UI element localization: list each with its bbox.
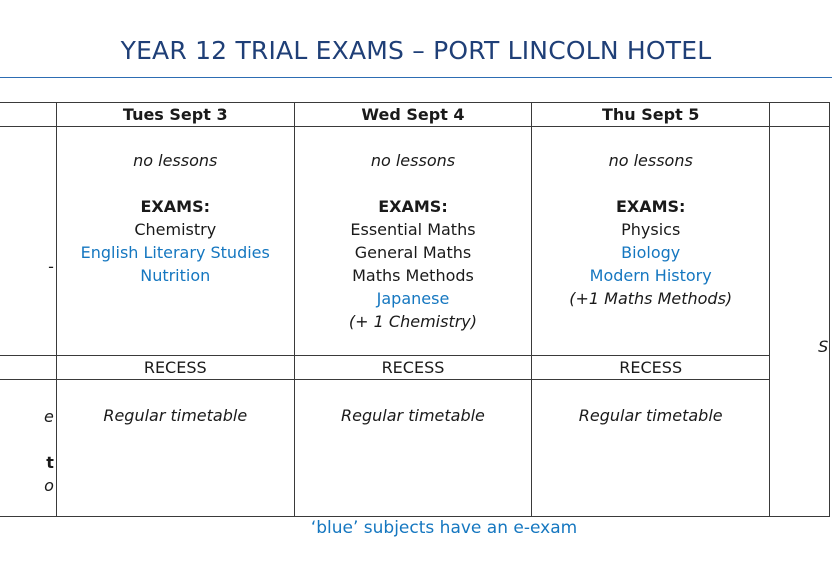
exam-subject: Japanese xyxy=(376,289,450,308)
right-fragment-text: S xyxy=(818,337,829,356)
regular-timetable-note: Regular timetable xyxy=(103,406,248,425)
tues-morning-cell xyxy=(56,127,294,356)
left-partial-morning xyxy=(0,127,56,356)
exam-subject: Maths Methods xyxy=(352,266,474,285)
no-lessons-note: no lessons xyxy=(370,151,456,170)
thu-morning-cell xyxy=(532,127,770,356)
exam-subject: English Literary Studies xyxy=(80,243,270,262)
wed-morning-cell xyxy=(294,127,532,356)
morning-row xyxy=(0,127,830,356)
page-title: YEAR 12 TRIAL EXAMS – PORT LINCOLN HOTEL xyxy=(120,36,712,65)
exam-subject-note: (+ 1 Chemistry) xyxy=(348,312,478,331)
exam-subject: Biology xyxy=(621,243,681,262)
exam-subject: Nutrition xyxy=(140,266,211,285)
left-fragment-text: t xyxy=(46,453,54,472)
header-row xyxy=(0,103,830,127)
left-fragment-text: e xyxy=(44,407,54,426)
wed-recess: RECESS xyxy=(294,356,532,380)
header-thu: Thu Sept 5 xyxy=(532,103,770,127)
exams-heading: EXAMS: xyxy=(140,197,210,216)
tues-recess: RECESS xyxy=(56,356,294,380)
no-lessons-note: no lessons xyxy=(133,151,218,170)
exam-subject: Physics xyxy=(621,220,681,239)
exam-timetable xyxy=(0,102,830,517)
no-lessons-note: no lessons xyxy=(608,151,693,170)
exams-heading: EXAMS: xyxy=(378,197,448,216)
regular-timetable-note: Regular timetable xyxy=(341,406,485,425)
exam-subject: Modern History xyxy=(589,266,712,285)
left-fragment-text: o xyxy=(44,476,54,495)
title-divider xyxy=(0,77,832,78)
exam-subject: Essential Maths xyxy=(350,220,476,239)
exams-heading: EXAMS: xyxy=(615,197,686,216)
after-recess-row xyxy=(0,380,830,517)
exam-subject: General Maths xyxy=(354,243,472,262)
regular-timetable-note: Regular timetable xyxy=(578,406,723,425)
left-partial-recess xyxy=(0,356,56,380)
left-partial-after xyxy=(0,380,56,517)
left-fragment-text: - xyxy=(48,257,54,276)
right-partial-column xyxy=(770,127,830,517)
header-tues: Tues Sept 3 xyxy=(56,103,294,127)
header-wed: Wed Sept 4 xyxy=(294,103,532,127)
wed-after-cell xyxy=(294,380,532,517)
exam-subject: Chemistry xyxy=(134,220,217,239)
recess-row xyxy=(0,356,830,380)
thu-recess: RECESS xyxy=(532,356,770,380)
header-cell-left-partial xyxy=(0,103,56,127)
exam-subject-note: (+1 Maths Methods) xyxy=(569,289,733,308)
header-cell-right-partial xyxy=(770,103,830,127)
legend-note: ‘blue’ subjects have an e-exam xyxy=(310,518,578,538)
thu-after-cell xyxy=(532,380,770,517)
tues-after-cell xyxy=(56,380,294,517)
